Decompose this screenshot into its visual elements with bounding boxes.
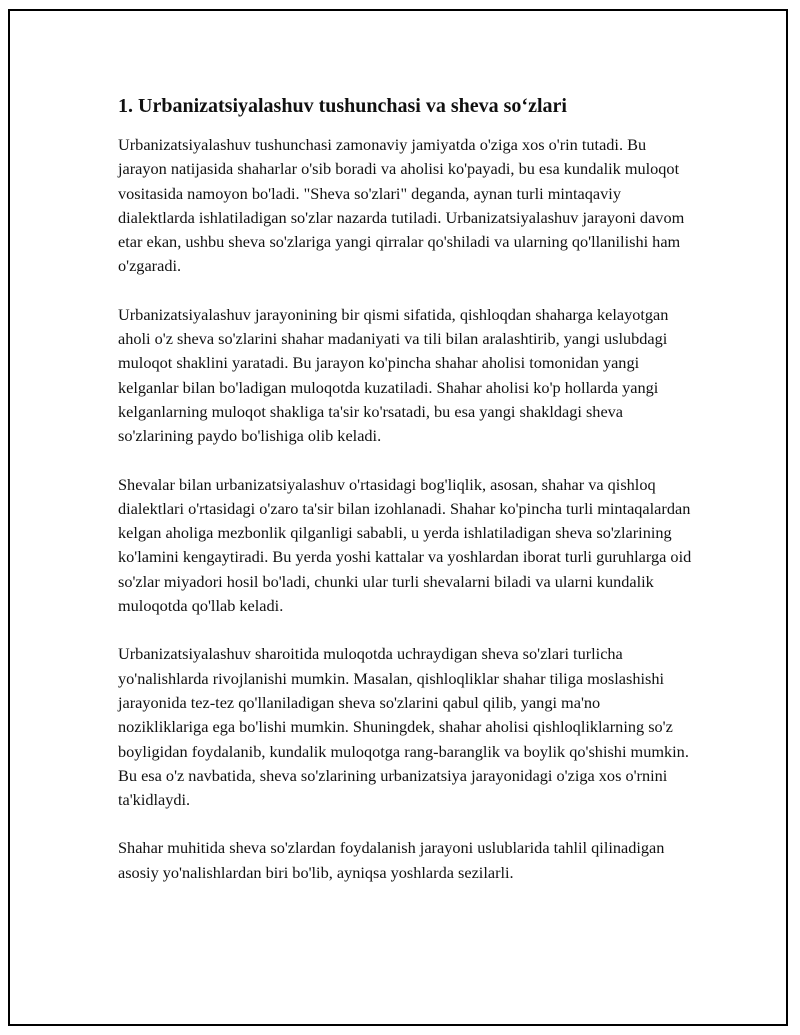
paragraph-3: Shevalar bilan urbanizatsiyalashuv o'rtasidagi bog'liqlik, asosan, shahar va qishloq dialektlari o'rtasidagi o'zaro ta'sir bilan izohlanadi. Shahar ko'pincha turli mintaqalardan kelgan aholiga mezbonlik qilganligi sababli, u yerda ishlatiladigan sheva so'zlarining ko'lamini kengaytiradi. Bu yerda yoshi kattalar va yoshlardan iborat turli guruhlarga oid so'zlar miyadori hosil bo'ladi, chunki ular turli shevalarni biladi va ularni kundalik muloqotda qo'llab keladi. (118, 474, 692, 616)
paragraph-5: Shahar muhitida sheva so'zlardan foydalanish jarayoni uslublarida tahlil qilinadigan asosiy yo'nalishlardan biri bo'lib, ayniqsa yoshlarda sezilarli. (118, 838, 665, 882)
paragraph-1: Urbanizatsiyalashuv tushunchasi zamonaviy jamiyatda o'ziga xos o'rin tutadi. Bu jarayon natijasida shaharlar o'sib boradi va aholisi ko'payadi, bu esa kundalik muloqot vositasida namoyon bo'ladi. "Sheva so'zlari" deganda, aynan turli mintaqaviy dialektlarda ishlatiladigan so'zlar nazarda tutiladi. Urbanizatsiyalashuv jarayoni davom etar ekan, ushbu sheva so'zlariga yangi qirralar qo'shiladi va ularning qo'llanilishi ham o'zgaradi. (118, 135, 685, 276)
paragraph-4: Urbanizatsiyalashuv sharoitida muloqotda uchraydigan sheva so'zlari turlicha yo'nalishlarda rivojlanishi mumkin. Masalan, qishloqliklar shahar tiliga moslashishi jarayonida tez-tez qo'llaniladigan sheva so'zlarini qabul qilib, yangi ma'no nozikliklariga ega bo'lishi mumkin. Shuningdek, shahar aholisi qishloqliklarning so'z boyligidan foydalanib, kundalik muloqotga rang-baranglik va boylik qo'shishi mumkin. Bu esa o'z navbatida, sheva so'zlarining urbanizatsiya jarayonidagi o'ziga xos o'rnini ta'kidlaydi. (118, 644, 689, 810)
section-heading: 1. Urbanizatsiyalashuv tushunchasi va sheva so‘zlari (118, 95, 567, 117)
paragraph-2: Urbanizatsiyalashuv jarayonining bir qismi sifatida, qishloqdan shaharga kelayotgan aholi o'z sheva so'zlarini shahar madaniyati va tili bilan aralashtirib, yangi uslubdagi muloqot shaklini yaratadi. Bu jarayon ko'pincha shahar aholisi tomonidan yangi kelganlar bilan bo'ladigan muloqotda kuzatiladi. Shahar aholisi ko'p hollarda yangi kelganlarning muloqot shakliga ta'sir ko'rsatadi, bu esa yangi shakldagi sheva so'zlarining paydo bo'lishiga olib keladi. (118, 304, 669, 446)
document-body (118, 93, 693, 909)
